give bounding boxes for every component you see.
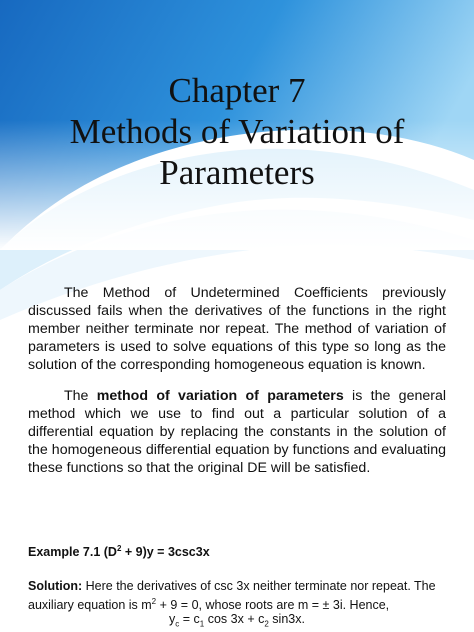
example-label-pre: Example 7.1 (D <box>28 545 117 560</box>
eq-c2-sub: 2 <box>264 619 269 629</box>
title-line-1: Chapter 7 <box>168 71 306 110</box>
eq-equals: = c <box>179 612 200 626</box>
example-label-sup: 2 <box>116 544 122 553</box>
paragraph-2 <box>28 387 446 477</box>
eq-mid: cos 3x + c <box>204 612 265 626</box>
paragraph-2-pre: The <box>64 388 97 404</box>
paragraph-2-post: is the general method which we use to find out a particular solution of a differential equation by replacing the constants in the solution of the homogeneous differential equation by functions and evaluating these functions so that the original DE will be satisfied. <box>28 388 447 476</box>
paragraph-1: The Method of Undetermined Coefficients previously discussed fails when the derivatives of the functions in the right member neither terminate nor repeat. The method of variation of parameters is used to solve equations of this type so long as the solution of the corresponding homogeneous equation is known. <box>28 285 446 373</box>
example-label-post: + 9)y = 3csc3x <box>121 545 210 560</box>
title-line-2: Methods of Variation of <box>69 112 405 151</box>
eq-end: sin3x. <box>268 612 305 626</box>
eq-y-sub: c <box>175 619 180 629</box>
solution-equation <box>0 612 474 629</box>
paragraph-2-bold: method of variation of parameters <box>96 388 344 404</box>
solution-text-pre: Here the derivatives of csc 3x neither terminate nor repeat. The auxiliary equation is m <box>28 579 436 613</box>
solution-text-post: + 9 = 0, whose roots are m = ± 3i. Hence, <box>156 598 390 613</box>
solution-text-sup: 2 <box>151 597 157 606</box>
solution-text <box>28 578 446 613</box>
solution-label: Solution: <box>28 579 83 593</box>
example-heading <box>28 544 210 559</box>
title-line-3: Parameters <box>159 153 315 192</box>
slide-title <box>0 70 474 193</box>
eq-c1-sub: 1 <box>199 619 205 629</box>
eq-y: y <box>169 612 176 626</box>
